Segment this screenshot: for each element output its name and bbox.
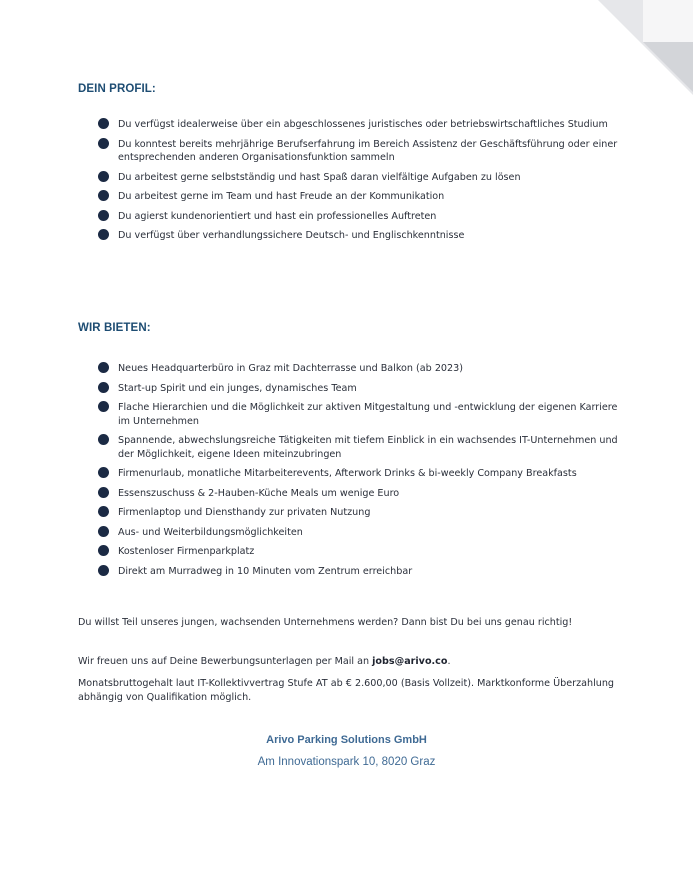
list-item xyxy=(98,467,618,481)
list-item-text: Start-up Spirit und ein junges, dynamisches Team xyxy=(118,382,357,394)
list-item-text: Spannende, abwechslungsreiche Tätigkeiten mit tiefem Einblick in ein wachsendes IT-Unternehmen und der Möglichkeit, eigene Ideen miteinzubringen xyxy=(118,435,618,460)
list-item-text: Flache Hierarchien und die Möglichkeit zur aktiven Mitgestaltung und -entwicklung der eigenen Karriere im Unternehmen xyxy=(118,402,618,427)
bullet-icon xyxy=(98,526,109,537)
company-name: Arivo Parking Solutions GmbH xyxy=(266,734,427,746)
list-item xyxy=(98,434,618,461)
bullet-icon xyxy=(98,210,109,221)
list-item xyxy=(98,487,618,501)
apply-prefix: Wir freuen uns auf Deine Bewerbungsunterlagen per Mail an xyxy=(78,656,373,667)
list-item-text: Direkt am Murradweg in 10 Minuten vom Zentrum erreichbar xyxy=(118,565,413,577)
offer-heading: WIR BIETEN: xyxy=(78,322,151,334)
list-item xyxy=(98,506,618,520)
list-item xyxy=(98,138,618,165)
list-item-text: Du verfügst idealerweise über ein abgeschlossenes juristisches oder betriebswirtschaftliches Studium xyxy=(118,119,608,130)
bullet-icon xyxy=(98,382,109,393)
bullet-icon xyxy=(98,545,109,556)
bullet-icon xyxy=(98,118,109,129)
list-item-text: Du konntest bereits mehrjährige Berufserfahrung im Bereich Assistenz der Geschäftsführung oder einer entsprechenden anderen Organisationsfunktion sammeln xyxy=(118,138,618,163)
bullet-icon xyxy=(98,229,109,240)
list-item-text: Kostenloser Firmenparkplatz xyxy=(118,546,255,557)
list-item-text: Aus- und Weiterbildungsmöglichkeiten xyxy=(118,526,303,538)
bullet-icon xyxy=(98,565,109,576)
list-item xyxy=(98,545,618,559)
list-item-text: Neues Headquarterbüro in Graz mit Dachterrasse und Balkon (ab 2023) xyxy=(118,363,463,374)
list-item-text: Firmenlaptop und Diensthandy zur privaten Nutzung xyxy=(118,507,371,518)
bullet-icon xyxy=(98,506,109,517)
bullet-icon xyxy=(98,401,109,412)
apply-text xyxy=(78,655,614,669)
list-item-text: Du arbeitest gerne selbstständig und hast Spaß daran vielfältige Aufgaben zu lösen xyxy=(118,171,521,183)
bullet-icon xyxy=(98,434,109,445)
list-item xyxy=(98,171,618,185)
list-item xyxy=(98,362,618,376)
profile-list xyxy=(98,118,618,249)
list-item xyxy=(98,118,618,132)
company-address: Am Innovationspark 10, 8020 Graz xyxy=(257,756,436,768)
apply-suffix: . xyxy=(447,656,451,667)
list-item xyxy=(98,382,618,396)
bullet-icon xyxy=(98,138,109,149)
salary-text: Monatsbruttogehalt laut IT-Kollektivvertrag Stufe AT ab € 2.600,00 (Basis Vollzeit). Marktkonforme Überzahlung abhängig von Qualifikation möglich. xyxy=(78,678,614,703)
list-item xyxy=(98,229,618,243)
list-item xyxy=(98,526,618,540)
bullet-icon xyxy=(98,171,109,182)
list-item-text: Essenszuschuss & 2-Hauben-Küche Meals um wenige Euro xyxy=(118,487,400,499)
offer-list xyxy=(98,362,618,584)
apply-email: jobs@arivo.co xyxy=(372,656,448,667)
list-item xyxy=(98,565,618,579)
list-item xyxy=(98,401,618,428)
corner-decoration xyxy=(598,0,693,95)
bullet-icon xyxy=(98,362,109,373)
bullet-icon xyxy=(98,487,109,498)
list-item xyxy=(98,210,618,224)
list-item xyxy=(98,190,618,204)
list-item-text: Du arbeitest gerne im Team und hast Freude an der Kommunikation xyxy=(118,191,445,202)
invite-text: Du willst Teil unseres jungen, wachsenden Unternehmens werden? Dann bist Du bei uns genau richtig! xyxy=(78,617,573,628)
list-item-text: Du verfügst über verhandlungssichere Deutsch- und Englischkenntnisse xyxy=(118,230,465,241)
profile-heading: DEIN PROFIL: xyxy=(78,83,156,95)
list-item-text: Firmenurlaub, monatliche Mitarbeiterevents, Afterwork Drinks & bi-weekly Company Breakfasts xyxy=(118,468,577,479)
bullet-icon xyxy=(98,190,109,201)
bullet-icon xyxy=(98,467,109,478)
list-item-text: Du agierst kundenorientiert und hast ein professionelles Auftreten xyxy=(118,210,437,222)
